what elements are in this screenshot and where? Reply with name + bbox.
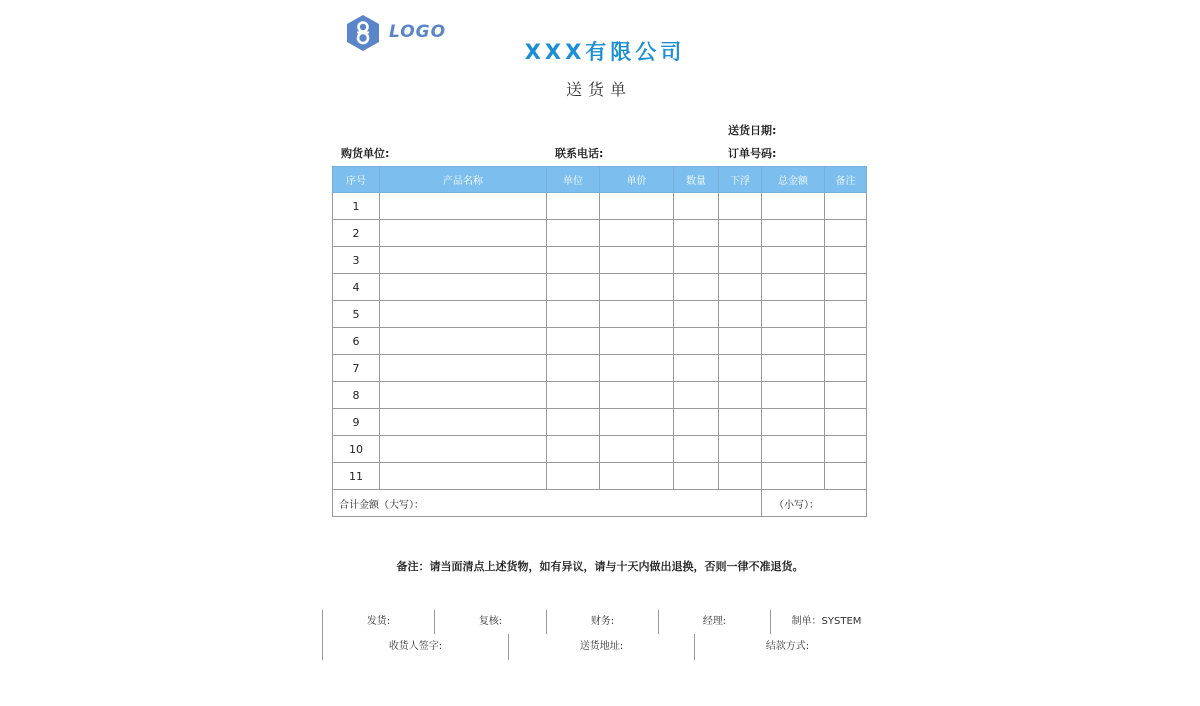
table-cell — [762, 328, 825, 355]
table-row — [333, 382, 867, 409]
header-index: 序号 — [333, 167, 380, 193]
company-name: XXX有限公司 — [524, 40, 686, 64]
table-row — [333, 247, 867, 274]
row-index: 2 — [333, 220, 380, 247]
table-cell — [674, 247, 719, 274]
table-cell — [825, 274, 867, 301]
table-cell — [674, 193, 719, 220]
table-cell — [380, 220, 547, 247]
table-cell — [600, 220, 674, 247]
table-cell — [547, 328, 600, 355]
table-cell — [825, 409, 867, 436]
logo-text: LOGO — [389, 22, 447, 42]
table-cell — [674, 463, 719, 490]
footer-delivery-address: 送货地址: — [508, 634, 694, 660]
header-unit: 单位 — [547, 167, 600, 193]
document-title: 送货单 — [565, 80, 632, 99]
table-cell — [547, 274, 600, 301]
table-cell — [380, 436, 547, 463]
table-cell — [825, 247, 867, 274]
table-cell — [547, 220, 600, 247]
table-cell — [719, 328, 762, 355]
remark-note: 备注：请当面清点上述货物，如有异议，请与十天内做出退换，否则一律不准退货。 — [396, 560, 804, 573]
table-cell — [380, 247, 547, 274]
table-cell — [719, 220, 762, 247]
table-row — [333, 409, 867, 436]
row-index: 4 — [333, 274, 380, 301]
table-cell — [600, 193, 674, 220]
table-cell — [825, 436, 867, 463]
table-cell — [762, 463, 825, 490]
table-cell — [600, 409, 674, 436]
table-cell — [674, 409, 719, 436]
table-cell — [825, 463, 867, 490]
footer-reviewer: 复核: — [434, 610, 546, 634]
table-cell — [547, 409, 600, 436]
footer-finance: 财务: — [546, 610, 658, 634]
table-cell — [600, 328, 674, 355]
footer-payment-method: 结款方式: — [694, 634, 880, 660]
row-index: 8 — [333, 382, 380, 409]
table-cell — [380, 328, 547, 355]
header-quantity: 数量 — [674, 167, 719, 193]
row-index: 1 — [333, 193, 380, 220]
table-row — [333, 463, 867, 490]
table-cell — [825, 382, 867, 409]
table-row — [333, 193, 867, 220]
table-cell — [600, 436, 674, 463]
table-cell — [380, 274, 547, 301]
footer-signature-row — [322, 610, 882, 634]
footer-shipper: 发货: — [322, 610, 434, 634]
row-index: 5 — [333, 301, 380, 328]
row-index: 9 — [333, 409, 380, 436]
total-amount-figures-label: （小写）： — [762, 490, 867, 517]
table-cell — [547, 463, 600, 490]
goods-table — [332, 166, 867, 517]
buyer-label: 购货单位: — [341, 147, 390, 160]
header-product-name: 产品名称 — [380, 167, 547, 193]
table-cell — [719, 355, 762, 382]
table-cell — [825, 301, 867, 328]
table-cell — [762, 220, 825, 247]
table-cell — [600, 274, 674, 301]
table-cell — [762, 382, 825, 409]
table-cell — [547, 382, 600, 409]
table-cell — [674, 301, 719, 328]
table-cell — [547, 355, 600, 382]
table-cell — [825, 355, 867, 382]
table-total-row — [333, 490, 867, 517]
row-index: 7 — [333, 355, 380, 382]
table-row — [333, 436, 867, 463]
table-cell — [674, 355, 719, 382]
phone-label: 联系电话: — [555, 147, 604, 160]
total-amount-words-label: 合计金额（大写）： — [333, 490, 762, 517]
table-cell — [380, 463, 547, 490]
table-cell — [547, 436, 600, 463]
table-cell — [762, 355, 825, 382]
row-index: 6 — [333, 328, 380, 355]
header-total-amount: 总金额 — [762, 167, 825, 193]
table-cell — [719, 274, 762, 301]
table-row — [333, 301, 867, 328]
table-cell — [547, 193, 600, 220]
table-cell — [762, 301, 825, 328]
table-cell — [719, 382, 762, 409]
table-cell — [825, 193, 867, 220]
table-cell — [674, 274, 719, 301]
table-cell — [719, 247, 762, 274]
header-discount: 下浮 — [719, 167, 762, 193]
table-cell — [719, 301, 762, 328]
table-cell — [719, 463, 762, 490]
header-unit-price: 单价 — [600, 167, 674, 193]
table-cell — [674, 220, 719, 247]
table-cell — [547, 301, 600, 328]
table-header-row — [333, 167, 867, 193]
table-cell — [674, 436, 719, 463]
table-cell — [600, 355, 674, 382]
table-cell — [825, 220, 867, 247]
table-cell — [600, 247, 674, 274]
table-cell — [674, 328, 719, 355]
footer-receipt-row — [322, 634, 880, 660]
row-index: 10 — [333, 436, 380, 463]
footer-manager: 经理: — [658, 610, 770, 634]
table-cell — [762, 193, 825, 220]
table-cell — [762, 409, 825, 436]
table-cell — [674, 382, 719, 409]
table-cell — [600, 382, 674, 409]
table-row — [333, 220, 867, 247]
row-index: 11 — [333, 463, 380, 490]
footer-prepared-by: 制单：SYSTEM — [770, 610, 882, 634]
table-cell — [380, 301, 547, 328]
table-cell — [762, 247, 825, 274]
table-row — [333, 328, 867, 355]
table-cell — [719, 409, 762, 436]
table-cell — [380, 193, 547, 220]
table-row — [333, 355, 867, 382]
table-cell — [719, 436, 762, 463]
table-cell — [547, 247, 600, 274]
table-cell — [600, 463, 674, 490]
header-remark: 备注 — [825, 167, 867, 193]
footer-receiver-signature: 收货人签字: — [322, 634, 508, 660]
table-row — [333, 274, 867, 301]
table-cell — [600, 301, 674, 328]
logo-hexagon-icon — [344, 14, 382, 52]
table-cell — [825, 328, 867, 355]
table-cell — [762, 274, 825, 301]
order-number-label: 订单号码: — [728, 147, 777, 160]
delivery-date-label: 送货日期: — [728, 124, 777, 137]
table-cell — [380, 355, 547, 382]
table-cell — [380, 409, 547, 436]
table-cell — [719, 193, 762, 220]
row-index: 3 — [333, 247, 380, 274]
table-cell — [380, 382, 547, 409]
table-cell — [762, 436, 825, 463]
